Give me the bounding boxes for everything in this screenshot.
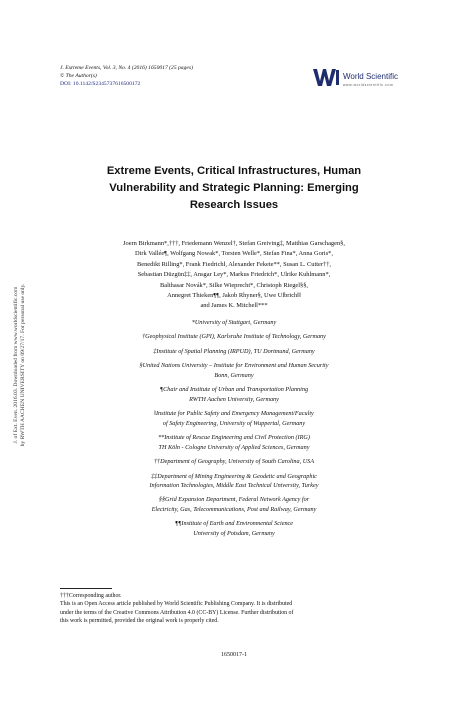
copyright-notice: © The Author(s) — [60, 73, 97, 79]
footnotes — [60, 592, 410, 625]
publisher-name: World Scientific — [343, 72, 398, 81]
affiliation-line: *University of Stuttgart, Germany — [191, 319, 277, 326]
affiliation-line: ††Department of Geography, University of South Carolina, USA — [153, 458, 315, 466]
author-line: Joern Birkmann*,†††, Friedemann Wenzel†, Stefan Greiving‡, Matthias Garschagen§, — [123, 240, 345, 247]
author-line: Benedikt Rilling*, Frank Fiedrich‖, Alexander Fekete**, Susan L. Cutter††, — [136, 260, 331, 268]
affiliation-line: ‡Institute of Spatial Planning (IRPUD), TU Dortmund, Germany — [153, 347, 315, 355]
affiliation — [80, 457, 388, 467]
footnote-divider — [60, 588, 112, 589]
affiliation — [80, 409, 388, 428]
affiliation-line: §United Nations University – Institute for Environment and Human Security — [139, 362, 329, 370]
title-line: Vulnerability and Strategic Planning: Emerging — [109, 182, 359, 194]
affiliation-line: Bonn, Germany — [214, 371, 254, 379]
affiliation-line: Electricity, Gas, Telecommunications, Post and Railway, Germany — [151, 506, 317, 514]
side-note-line: J. of Ext. Even. 2016.03. Downloaded from www.worldscientific.com — [13, 286, 19, 444]
paper-title — [72, 163, 396, 214]
affiliation — [80, 519, 388, 538]
affiliation-line: **Institute of Rescue Engineering and Civil Protection (IRG) — [158, 434, 310, 442]
affiliation — [80, 433, 388, 452]
corresponding-author-note: †††Corresponding author. — [60, 593, 122, 599]
world-scientific-logo-icon — [312, 66, 340, 88]
affiliation — [80, 347, 388, 357]
author-line: Dirk Vallée¶, Wolfgang Nowak*, Torsten Welle*, Stefan Fina*, Anna Goris*, — [135, 250, 333, 258]
journal-citation: J. Extreme Events, Vol. 3, No. 4 (2016) 1650017 (25 pages) — [60, 65, 193, 71]
author-line: Sebastian Düzgün‡‡, Ansgar Ley*, Markus Friedrich*, Ulrike Kuhlmann*, — [137, 271, 331, 279]
publisher-logo — [312, 66, 422, 88]
affiliation-line: RWTH Aachen University, Germany — [189, 395, 279, 403]
affiliation-line: of Safety Engineering, University of Wuppertal, Germany — [162, 419, 306, 427]
affiliation-line: †Geophysical Institute (GPI), Karlsruhe Institute of Technology, Germany — [142, 333, 326, 341]
journal-header — [60, 64, 220, 88]
author-line: Annegret Thieken¶¶, Jakob Rhyner§, Uwe Ulbrich‖‖ — [167, 292, 301, 300]
affiliation — [80, 385, 388, 404]
license-line: This is an Open Access article published by World Scientific Publishing Company. It is distributed — [60, 601, 293, 608]
affiliation — [80, 318, 388, 328]
author-line: and James K. Mitchell*** — [200, 302, 268, 310]
affiliation-line: §§Grid Expansion Department, Federal Network Agency for — [158, 496, 310, 504]
affiliation-line: Information Technologies, Middle East Technical University, Turkey — [149, 482, 319, 490]
license-line: this work is permitted, provided the original work is properly cited. — [60, 617, 219, 624]
publisher-tagline: www.worldscientific.com — [343, 83, 394, 87]
affiliation-line: ¶Chair and Institute of Urban and Transportation Planning — [159, 386, 309, 394]
title-line: Extreme Events, Critical Infrastructures, Human — [106, 165, 362, 177]
affiliation-line: University of Potsdam, Germany — [193, 530, 275, 538]
affiliation-line: ¶¶Institute of Earth and Environmental Science — [174, 520, 294, 528]
affiliation-line: ‖Institute for Public Safety and Emergency Management/Faculty — [154, 410, 314, 418]
page-number: 1650017-1 — [221, 652, 247, 658]
side-note-line: by RWTH AACHEN UNIVERSITY on 09/27/17. For personal use only. — [20, 283, 26, 447]
download-side-note — [0, 230, 40, 500]
title-line: Research Issues — [189, 199, 279, 211]
download-side-note-text — [13, 284, 27, 447]
affiliation — [80, 332, 388, 342]
affiliation-list — [80, 318, 388, 543]
affiliation-line: TH Köln - Cologne University of Applied Sciences, Germany — [158, 443, 310, 451]
affiliation — [80, 495, 388, 514]
doi-link[interactable]: DOI: 10.1142/S2345737616500172 — [60, 81, 141, 87]
affiliation — [80, 472, 388, 491]
affiliation-line: ‡‡Department of Mining Engineering & Geodetic and Geographic — [151, 472, 317, 480]
license-line: under the terms of the Creative Commons Attribution 4.0 (CC-BY) License. Further distribution of — [60, 609, 294, 616]
author-line: Balthasar Novák*, Silke Wieprecht*, Christoph Riegel§§, — [159, 281, 308, 289]
affiliation — [80, 361, 388, 380]
author-list — [80, 239, 388, 312]
